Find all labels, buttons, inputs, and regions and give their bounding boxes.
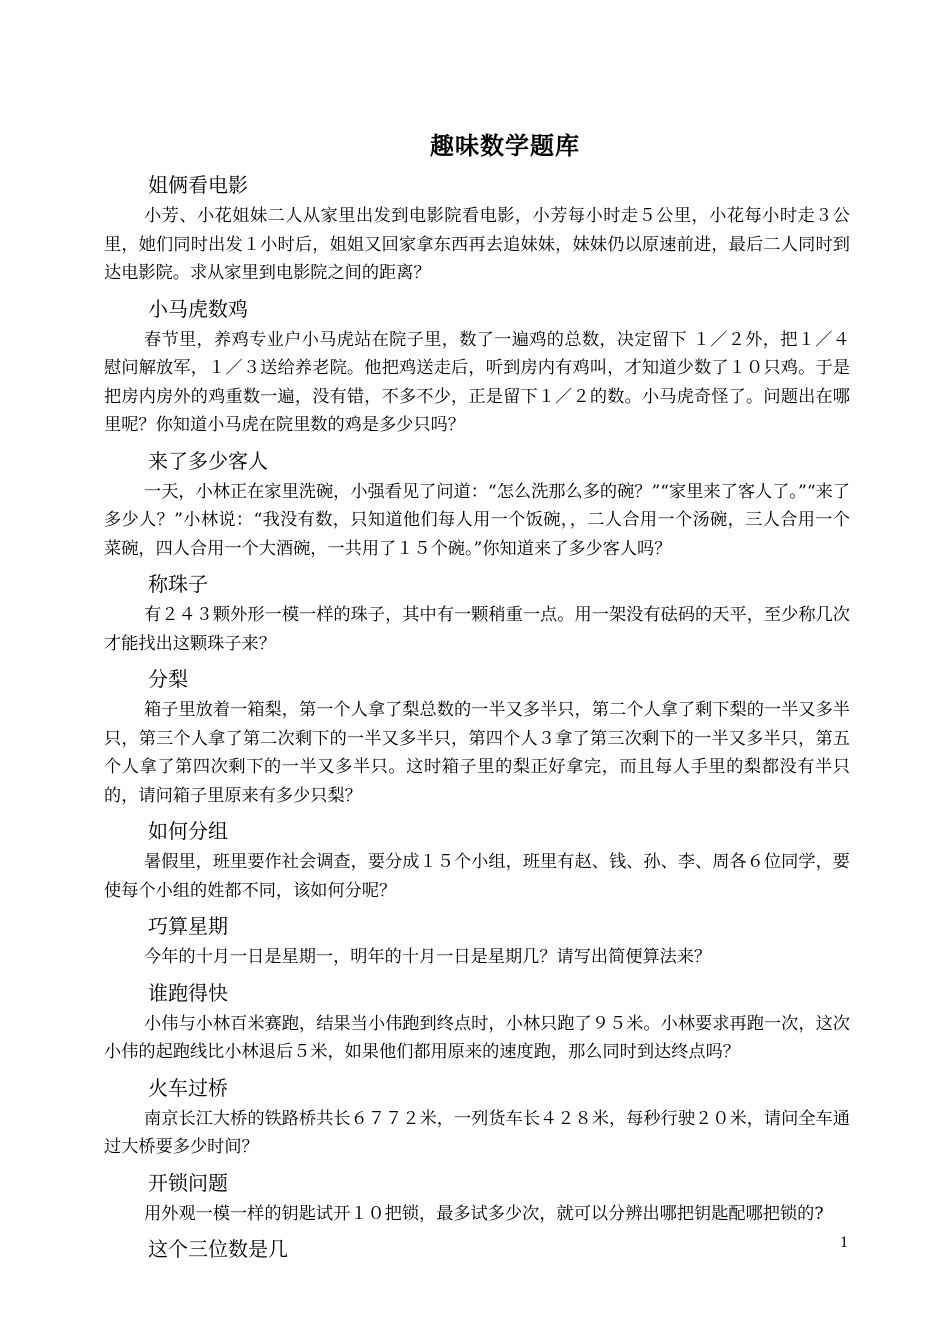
section-heading: 小马虎数鸡 [148,296,248,321]
section-heading: 如何分组 [148,819,228,843]
section-heading: 来了多少客人 [148,448,268,473]
section-body: 小伟与小林百米赛跑，结果当小伟跑到终点时，小林只跑了９５米。小林要求再跑一次，这次小伟的起跑线比小林退后５米，如果他们都用原来的速度跑，那么同时到达终点吗？ [104,1013,850,1062]
section-5 [104,662,850,810]
section-10 [104,1166,850,1229]
section-7 [104,909,850,972]
section-heading: 开锁问题 [148,1170,228,1195]
section-body: 春节里，养鸡专业户小马虎站在院子里，数了一遍鸡的总数，决定留下 １／２外，把１／４慰问解放军，１／３送给养老院。他把鸡送走后，听到房内有鸡叫，才知道少数了１０只鸡。于是把房内房外的鸡重数一遍，没有错，不多不少，正是留下１／２的数。小马虎奇怪了。问题出在哪里呢？你知道小马虎在院里数的鸡是多少只吗？ [104,329,850,435]
section-heading: 火车过桥 [148,1075,228,1100]
page-number: 1 [840,1234,848,1251]
section-body: 小芳、小花姐妹二人从家里出发到电影院看电影，小芳每小时走５公里，小花每小时走３公里，她们同时出发１小时后，姐姐又回家拿东西再去追妹妹，妹妹仍以原速前进，最后二人同时到达电影院。求从家里到电影院之间的距离？ [104,206,850,283]
section-6 [104,814,850,905]
section-2 [104,292,850,440]
document-title: 趣味数学题库 [430,131,580,160]
section-body: 箱子里放着一箱梨，第一个人拿了梨总数的一半又多半只，第二个人拿了剩下梨的一半又多半只，第三个人拿了第二次剩下的一半又多半只，第四个人３拿了第三次剩下的一半又多半只，第五个人拿了第四次剩下的一半又多半只。这时箱子里的梨正好拿完，而且每人手里的梨都没有半只的，请问箱子里原来有多少只梨？ [104,700,850,806]
section-11 [104,1232,850,1266]
section-8 [104,976,850,1067]
section-heading: 称珠子 [148,572,208,596]
section-heading: 这个三位数是几 [148,1237,288,1261]
document-content [104,168,850,1270]
section-body: 有２４３颗外形一模一样的珠子，其中有一颗稍重一点。用一架没有砝码的天平，至少称几次才能找出这颗珠子来？ [104,605,850,654]
section-9 [104,1071,850,1162]
section-1 [104,168,850,288]
section-body: 暑假里，班里要作社会调查，要分成１５个小组，班里有赵、钱、孙、李、周各６位同学，要使每个小组的姓都不同，该如何分呢？ [104,852,850,901]
section-heading: 巧算星期 [148,914,228,938]
section-3 [104,444,850,564]
section-heading: 分梨 [148,667,188,691]
section-body: 一天，小林正在家里洗碗，小强看见了问道：“怎么洗那么多的碗？”“家里来了客人了。”“来了多少人？”小林说：“我没有数，只知道他们每人用一个饭碗，，二人合用一个汤碗，三人合用一个菜碗，四人合用一个大酒碗，一共用了１５个碗。”你知道来了多少客人吗？ [104,481,850,559]
section-body: 南京长江大桥的铁路桥共长６７７２米，一列货车长４２８米，每秒行驶２０米，请问全车通过大桥要多少时间？ [104,1108,850,1157]
section-body: 今年的十月一日是星期一，明年的十月一日是星期几？请写出简便算法来？ [144,947,712,967]
section-body: 用外观一模一样的钥匙试开１０把锁，最多试多少次，就可以分辨出哪把钥匙配哪把锁的? [144,1203,824,1224]
section-4 [104,567,850,658]
section-heading: 姐俩看电影 [148,173,248,197]
section-heading: 谁跑得快 [148,980,228,1005]
